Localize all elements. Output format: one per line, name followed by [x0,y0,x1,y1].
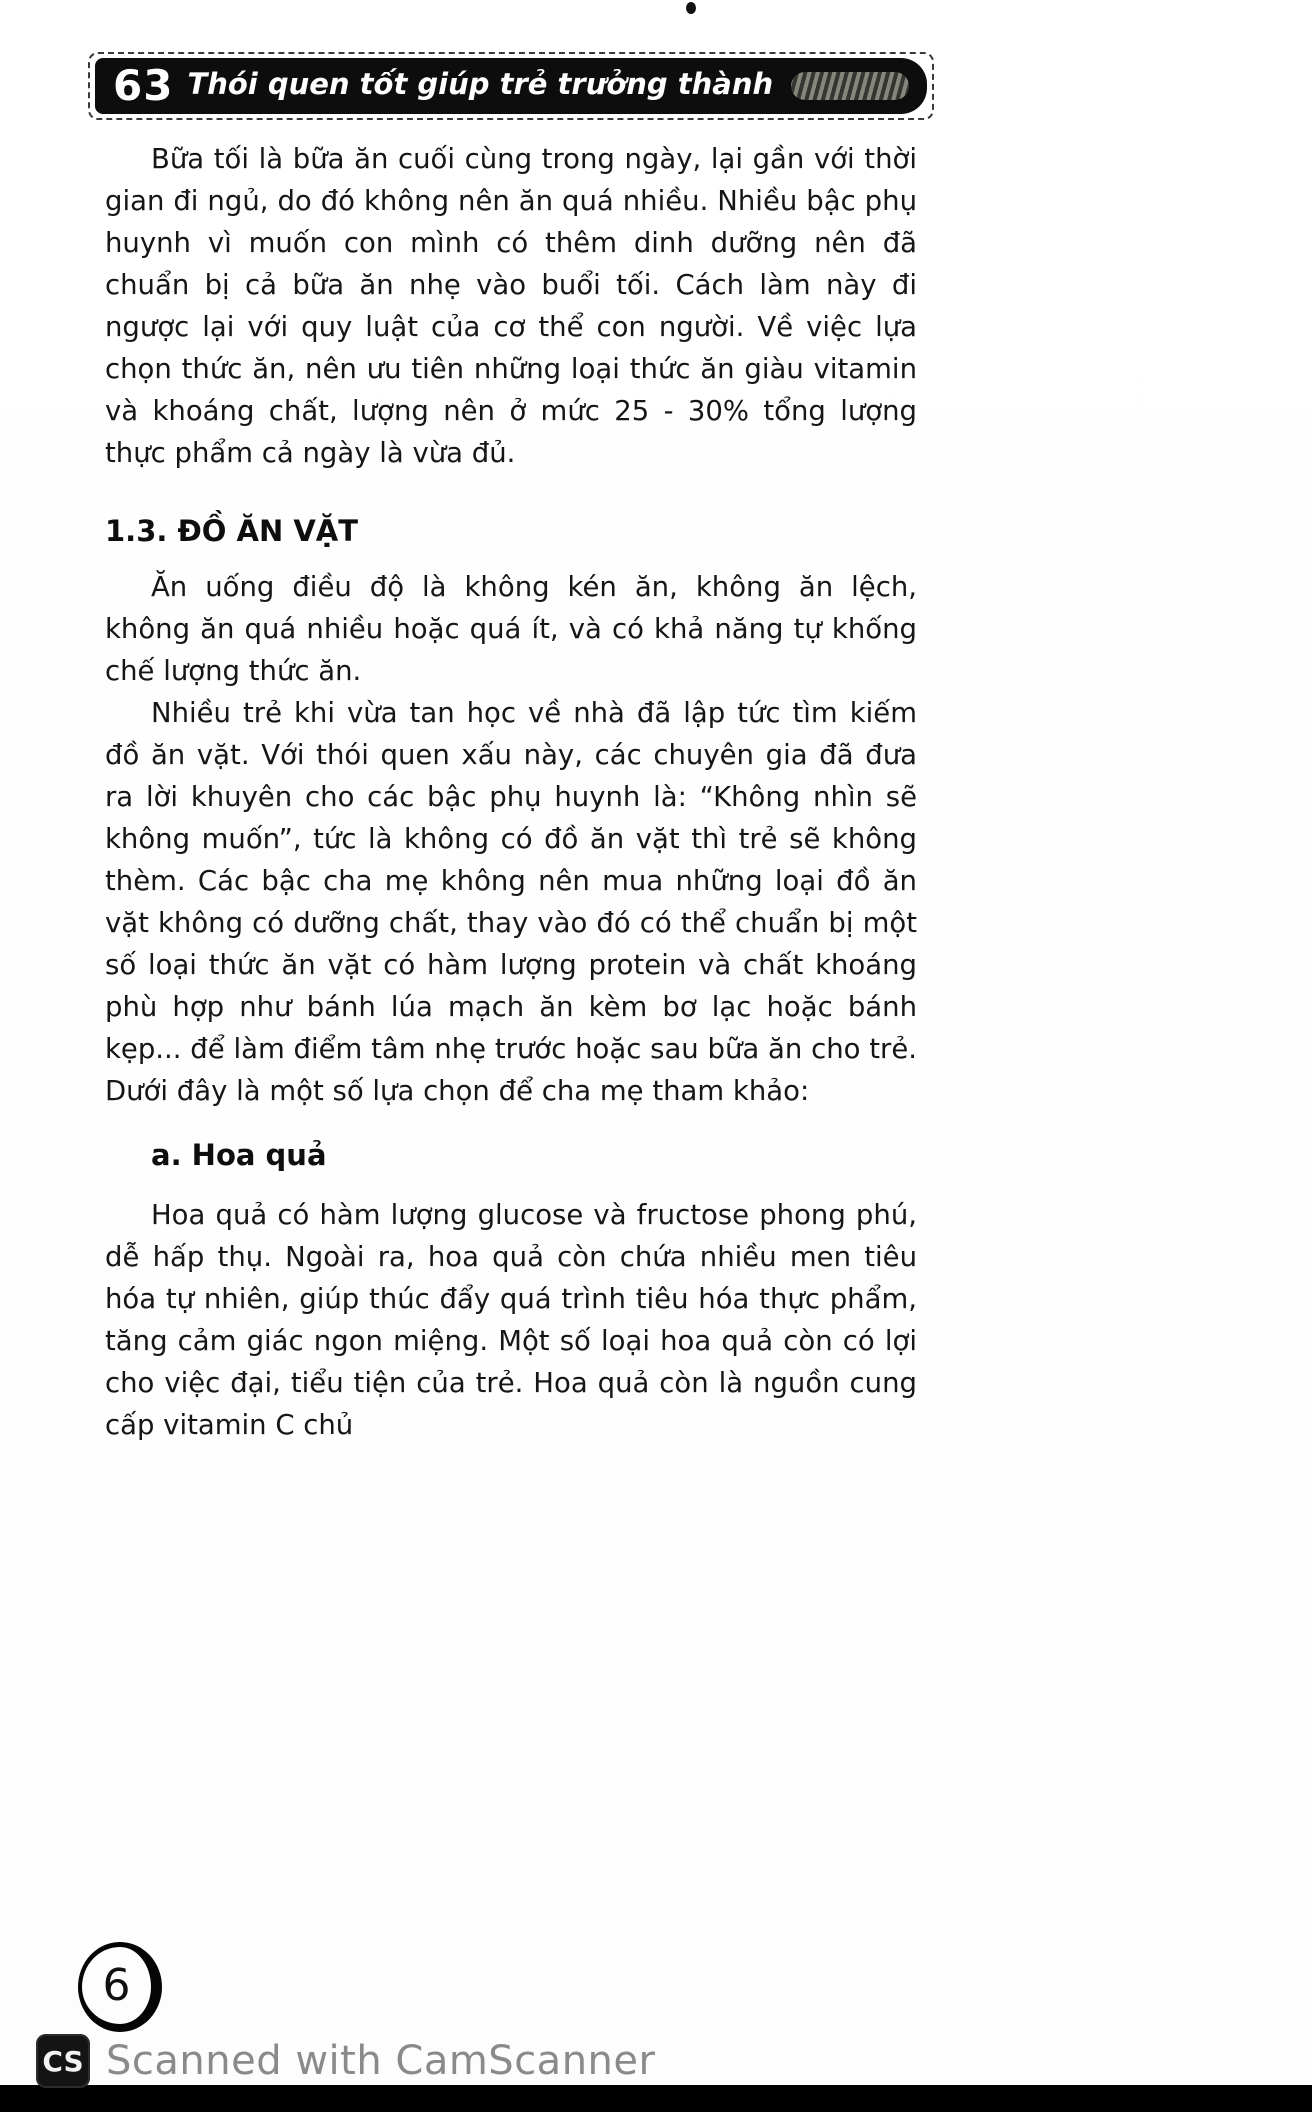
watermark-text: Scanned with CamScanner [106,2038,656,2084]
subsection-heading: a. Hoa quả [151,1138,327,1172]
page-number-value: 6 [102,1960,131,2011]
camscanner-watermark [36,2034,655,2088]
section-heading: 1.3. ĐỒ ĂN VẶT [105,514,359,548]
scribble-decoration-icon [791,72,909,100]
chapter-title: Thói quen tốt giúp trẻ trưởng thành [187,66,774,101]
paragraph: Ăn uống điều độ là không kén ăn, không ăn lệch, không ăn quá nhiều hoặc quá ít, và có khả năng tự khống chế lượng thức ăn. [105,571,917,687]
chapter-banner-pill [95,58,927,114]
chapter-number: 63 [113,61,174,110]
camscanner-logo-icon: CS [36,2034,90,2088]
page-body [105,138,917,1446]
paragraph: Bữa tối là bữa ăn cuối cùng trong ngày, lại gần với thời gian đi ngủ, do đó không nên ăn quá nhiều. Nhiều bậc phụ huynh vì muốn con mình có thêm dinh dưỡng nên đã chuẩn bị cả bữa ăn nhẹ vào buổi tối. Cách làm này đi ngược lại với quy luật của cơ thể con người. Về việc lựa chọn thức ăn, nên ưu tiên những loại thức ăn giàu vitamin và khoáng chất, lượng nên ở mức 25 - 30% tổng lượng thực phẩm cả ngày là vừa đủ. [105,143,917,469]
page-number-badge [78,1942,162,2032]
chapter-banner [88,52,934,120]
scan-bottom-bar [0,2085,1312,2112]
paragraph: Hoa quả có hàm lượng glucose và fructose phong phú, dễ hấp thụ. Ngoài ra, hoa quả còn chứa nhiều men tiêu hóa tự nhiên, giúp thúc đẩy quá trình tiêu hóa thực phẩm, tăng cảm giác ngon miệng. Một số loại hoa quả còn có lợi cho việc đại, tiểu tiện của trẻ. Hoa quả còn là nguồn cung cấp vitamin C chủ [105,1199,917,1441]
paragraph: Nhiều trẻ khi vừa tan học về nhà đã lập tức tìm kiếm đồ ăn vặt. Với thói quen xấu này, các chuyên gia đã đưa ra lời khuyên cho các bậc phụ huynh là: “Không nhìn sẽ không muốn”, tức là không có đồ ăn vặt thì trẻ sẽ không thèm. Các bậc cha mẹ không nên mua những loại đồ ăn vặt không có dưỡng chất, thay vào đó có thể chuẩn bị một số loại thức ăn vặt có hàm lượng protein và chất khoáng phù hợp như bánh lúa mạch ăn kèm bơ lạc hoặc bánh kẹp... để làm điểm tâm nhẹ trước hoặc sau bữa ăn cho trẻ. Dưới đây là một số lựa chọn để cha mẹ tham khảo: [105,697,917,1107]
scan-artifact [686,2,696,14]
